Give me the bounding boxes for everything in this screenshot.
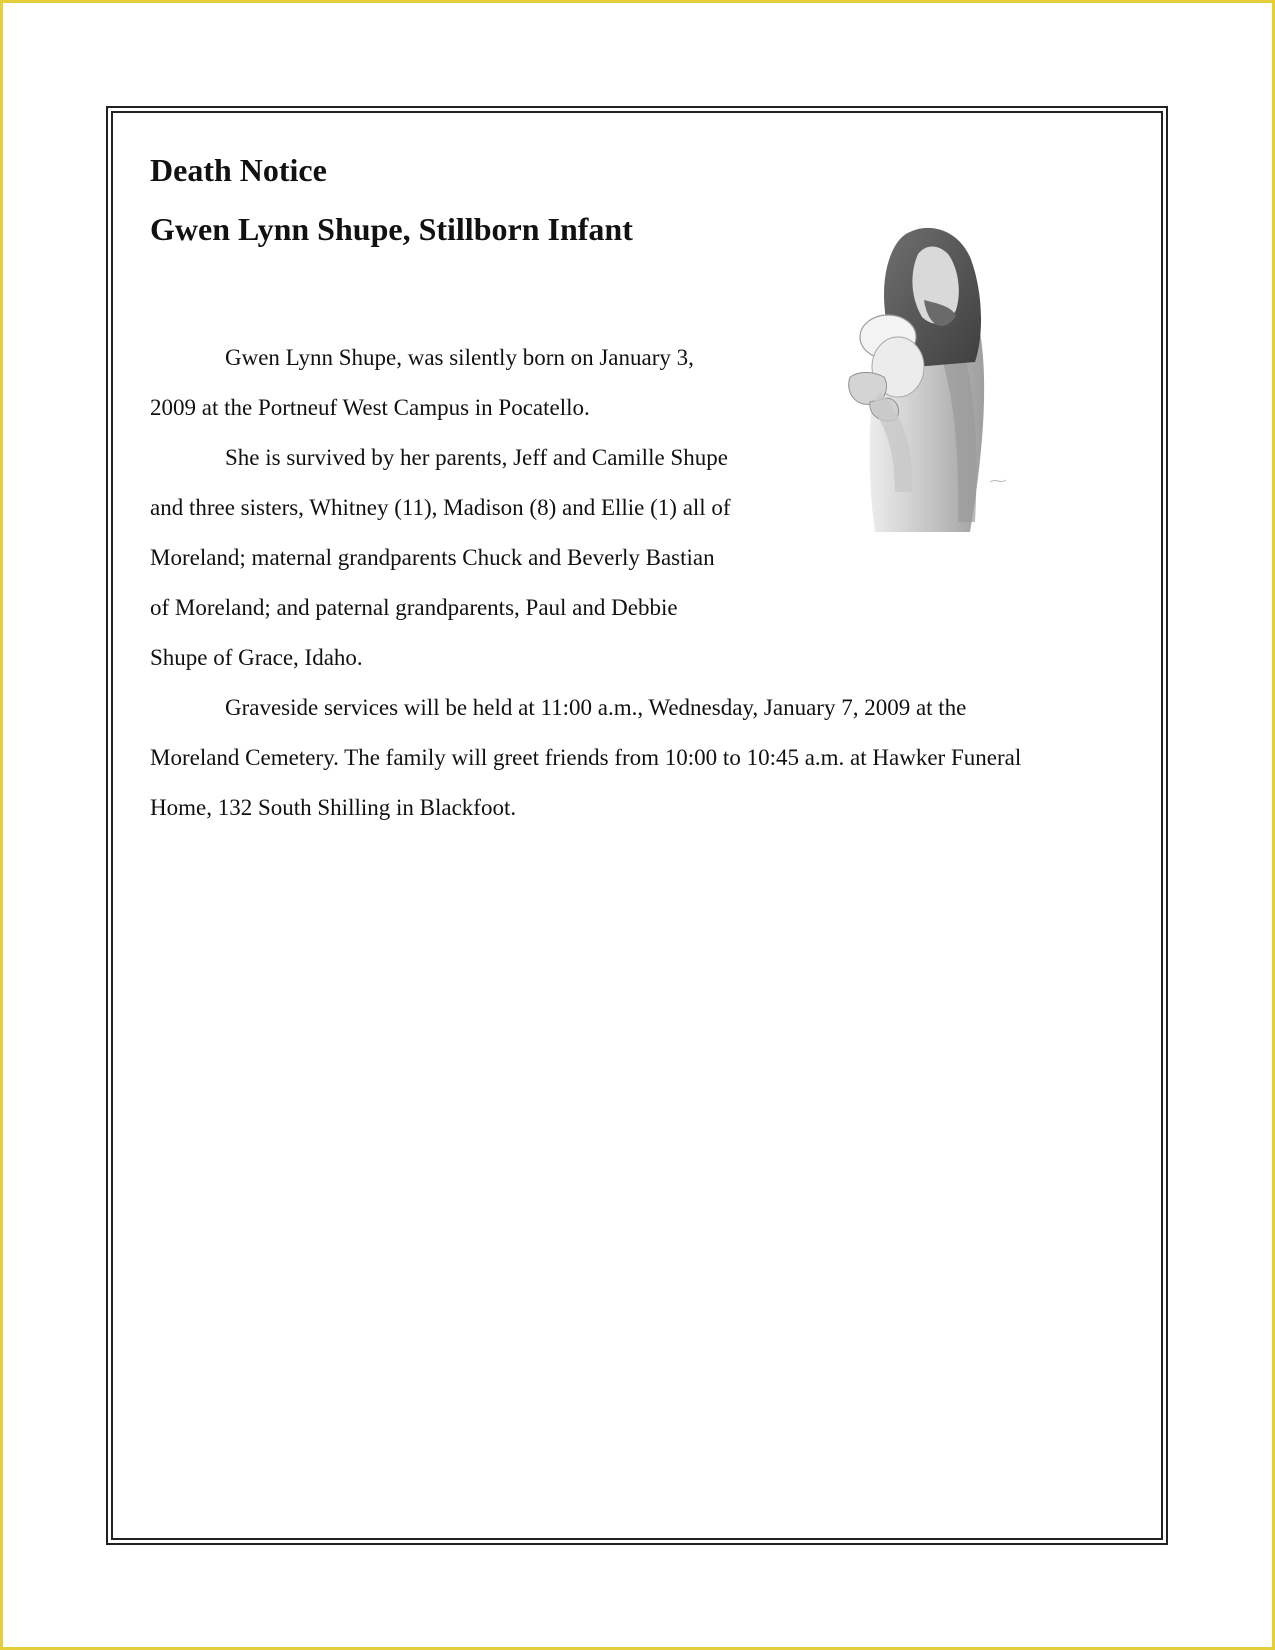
- notice-heading: Death Notice: [150, 152, 327, 188]
- body-line-6: of Moreland; and paternal grandparents, Paul and Debbie: [150, 595, 678, 620]
- sketch-figure-icon: [840, 192, 1040, 552]
- body-line-3: She is survived by her parents, Jeff and Camille Shupe: [225, 445, 728, 470]
- body-line-4: and three sisters, Whitney (11), Madison (8) and Ellie (1) all of: [150, 495, 731, 520]
- body-line-8: Graveside services will be held at 11:00 a.m., Wednesday, January 7, 2009 at the: [225, 695, 967, 720]
- body-line-1: Gwen Lynn Shupe, was silently born on January 3,: [225, 345, 694, 370]
- deceased-name-heading: Gwen Lynn Shupe, Stillborn Infant: [150, 211, 633, 247]
- body-line-5: Moreland; maternal grandparents Chuck and Beverly Bastian: [150, 545, 715, 570]
- body-line-10: Home, 132 South Shilling in Blackfoot.: [150, 795, 517, 820]
- body-line-7: Shupe of Grace, Idaho.: [150, 645, 363, 670]
- body-line-9: Moreland Cemetery. The family will greet friends from 10:00 to 10:45 a.m. at Hawker Funeral: [150, 745, 1022, 770]
- faint-watermark: [40, 1596, 200, 1608]
- body-line-2: 2009 at the Portneuf West Campus in Pocatello.: [150, 395, 590, 420]
